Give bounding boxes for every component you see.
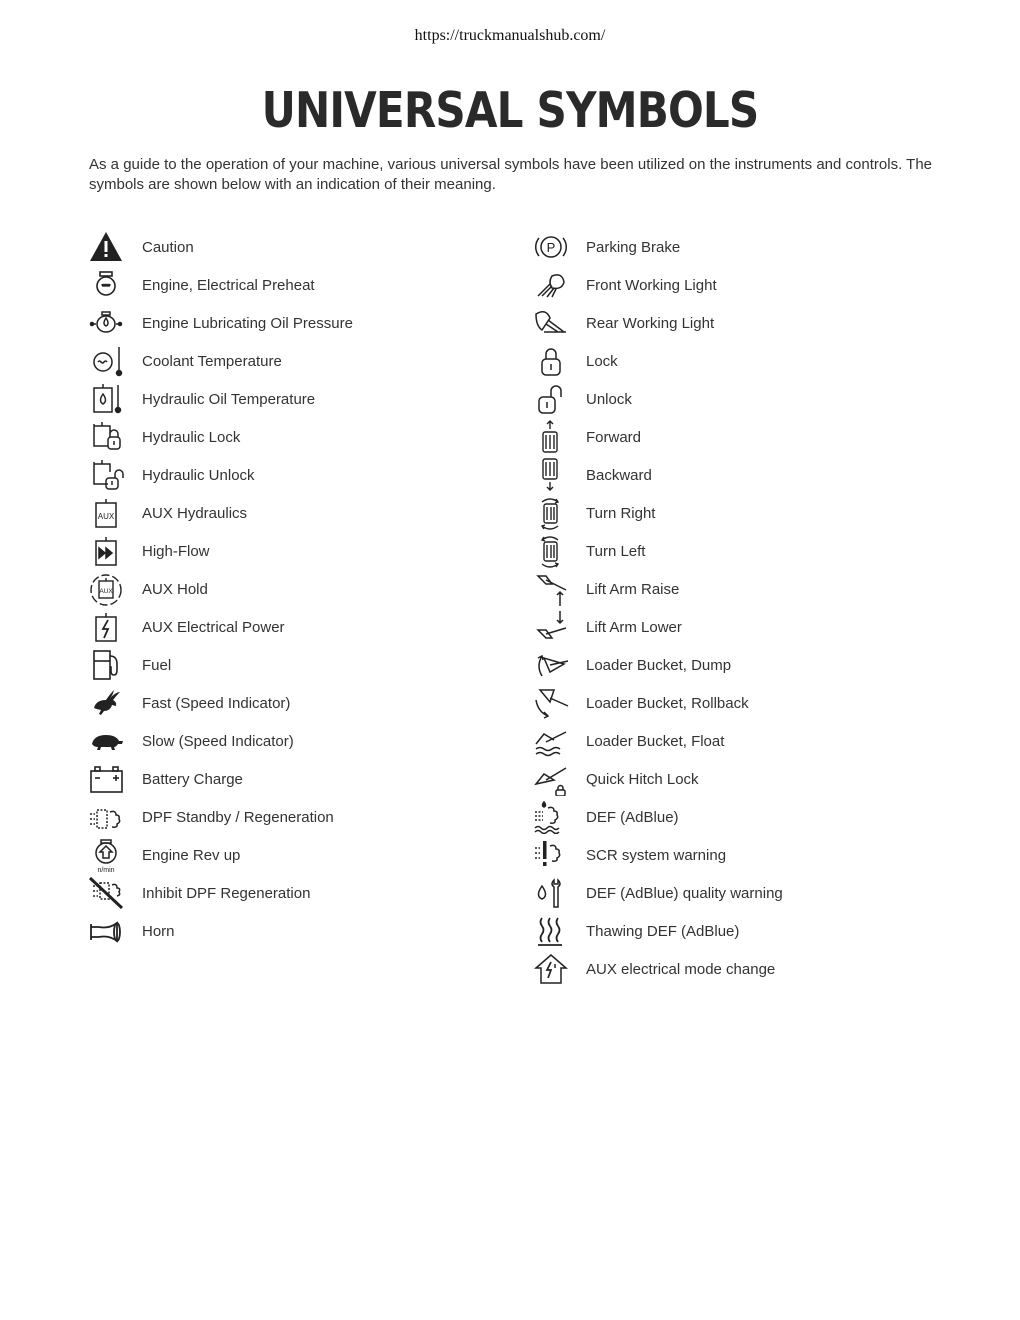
scr-warning-icon — [532, 838, 570, 872]
symbol-label: Slow (Speed Indicator) — [142, 733, 294, 750]
symbol-label: DEF (AdBlue) — [586, 809, 679, 826]
turtle-icon — [88, 724, 126, 758]
symbol-row — [532, 494, 952, 532]
parking-brake-icon — [532, 230, 570, 264]
turn-right-icon — [532, 496, 570, 530]
forward-icon — [532, 420, 570, 454]
symbol-row — [532, 418, 952, 456]
symbol-row — [88, 456, 508, 494]
symbol-label: Coolant Temperature — [142, 353, 282, 370]
symbol-label: Hydraulic Oil Temperature — [142, 391, 316, 408]
symbol-label: Loader Bucket, Dump — [586, 657, 732, 674]
symbol-label: Lock — [586, 353, 618, 370]
symbol-label: Forward — [586, 429, 642, 446]
symbol-row — [88, 342, 508, 380]
symbol-row — [532, 912, 952, 950]
front-working-light-icon — [532, 268, 570, 302]
symbol-row — [88, 798, 508, 836]
symbol-row — [532, 874, 952, 912]
quick-hitch-lock-icon — [532, 762, 570, 796]
inhibit-dpf-icon — [88, 876, 126, 910]
symbol-row — [532, 570, 952, 608]
symbol-row — [532, 456, 952, 494]
symbol-label: Inhibit DPF Regeneration — [142, 885, 311, 902]
symbol-label: Battery Charge — [142, 771, 243, 788]
symbol-label: Loader Bucket, Rollback — [586, 695, 749, 712]
aux-electrical-mode-icon — [532, 952, 570, 986]
unlock-icon — [532, 382, 570, 416]
symbol-label: Fuel — [142, 657, 172, 674]
engine-preheat-icon — [88, 268, 126, 302]
hydraulic-oil-temperature-icon — [88, 382, 126, 416]
symbol-label: Lift Arm Raise — [586, 581, 680, 598]
page-title: UNIVERSAL SYMBOLS — [261, 82, 759, 139]
symbol-row — [532, 380, 952, 418]
source-url[interactable]: https://truckmanualshub.com/ — [414, 27, 606, 44]
symbol-label: AUX Hydraulics — [142, 505, 248, 522]
symbol-row — [532, 228, 952, 266]
symbol-label: Engine Rev up — [142, 847, 241, 864]
hydraulic-lock-icon — [88, 420, 126, 454]
symbol-row — [88, 380, 508, 418]
symbol-row — [88, 608, 508, 646]
symbol-label: Fast (Speed Indicator) — [142, 695, 291, 712]
symbol-label: DEF (AdBlue) quality warning — [586, 885, 783, 902]
symbol-row — [88, 228, 508, 266]
symbol-label: Thawing DEF (AdBlue) — [586, 923, 740, 940]
intro-paragraph: As a guide to the operation of your machine, various universal symbols have been utilized on the instruments and controls. The symbols are shown below with an indication of their meaning. — [89, 156, 932, 193]
symbol-label: DPF Standby / Regeneration — [142, 809, 334, 826]
bucket-float-icon — [532, 724, 570, 758]
symbol-label: Loader Bucket, Float — [586, 733, 725, 750]
symbol-label: Lift Arm Lower — [586, 619, 682, 636]
symbol-row — [88, 418, 508, 456]
symbol-label: Parking Brake — [586, 239, 681, 256]
symbol-label: AUX Electrical Power — [142, 619, 285, 636]
symbol-row — [532, 836, 952, 874]
symbol-label: AUX Hold — [142, 581, 208, 598]
caution-icon — [88, 230, 126, 264]
aux-electrical-power-icon — [88, 610, 126, 644]
symbol-label: Engine, Electrical Preheat — [142, 277, 315, 294]
symbol-row — [532, 950, 952, 988]
lift-arm-lower-icon — [532, 610, 570, 644]
symbol-row — [88, 912, 508, 950]
symbol-label: Quick Hitch Lock — [586, 771, 699, 788]
symbol-label: Rear Working Light — [586, 315, 715, 332]
lock-icon — [532, 344, 570, 378]
battery-icon — [88, 762, 126, 796]
svg-text:AUX: AUX — [99, 588, 113, 595]
lift-arm-raise-icon — [532, 572, 570, 606]
symbol-row — [532, 266, 952, 304]
symbol-row — [532, 722, 952, 760]
symbol-label: Hydraulic Lock — [142, 429, 241, 446]
symbol-label: Turn Left — [586, 543, 646, 560]
symbol-label: Engine Lubricating Oil Pressure — [142, 315, 353, 332]
engine-rev-up-icon — [88, 838, 126, 872]
hydraulic-unlock-icon — [88, 458, 126, 492]
def-adblue-icon — [532, 800, 570, 834]
rear-working-light-icon — [532, 306, 570, 340]
symbol-label: High-Flow — [142, 543, 210, 560]
symbol-label: Horn — [142, 923, 175, 940]
symbol-row — [88, 570, 508, 608]
symbol-row — [532, 304, 952, 342]
aux-hydraulics-icon — [88, 496, 126, 530]
symbol-label: SCR system warning — [586, 847, 727, 864]
bucket-rollback-icon — [532, 686, 570, 720]
symbol-row — [532, 532, 952, 570]
svg-text:AUX: AUX — [97, 512, 115, 521]
symbol-row — [88, 646, 508, 684]
symbol-row — [88, 874, 508, 912]
symbol-row — [88, 532, 508, 570]
symbol-row — [88, 684, 508, 722]
symbol-label: AUX electrical mode change — [586, 961, 776, 978]
bucket-dump-icon — [532, 648, 570, 682]
symbol-row — [88, 266, 508, 304]
symbol-label: Caution — [142, 239, 194, 256]
symbol-label: Turn Right — [586, 505, 656, 522]
rabbit-icon — [88, 686, 126, 720]
symbol-row — [88, 494, 508, 532]
symbol-row — [88, 304, 508, 342]
thawing-def-icon — [532, 914, 570, 948]
oil-pressure-icon — [88, 306, 126, 340]
symbol-row — [532, 646, 952, 684]
turn-left-icon — [532, 534, 570, 568]
horn-icon — [88, 914, 126, 948]
symbol-label: Unlock — [586, 391, 632, 408]
aux-hold-icon — [88, 572, 126, 606]
symbol-row — [88, 760, 508, 798]
fuel-icon — [88, 648, 126, 682]
symbol-label: Backward — [586, 467, 652, 484]
symbol-row — [532, 608, 952, 646]
svg-text:P: P — [546, 240, 556, 255]
symbol-row — [532, 798, 952, 836]
symbol-row — [532, 684, 952, 722]
backward-icon — [532, 458, 570, 492]
dpf-regeneration-icon — [88, 800, 126, 834]
symbol-row — [88, 722, 508, 760]
def-quality-warning-icon — [532, 876, 570, 910]
svg-text:n/min: n/min — [97, 867, 115, 872]
coolant-temperature-icon — [88, 344, 126, 378]
symbol-row — [532, 342, 952, 380]
symbol-label: Hydraulic Unlock — [142, 467, 255, 484]
symbol-row — [88, 836, 508, 874]
symbol-label: Front Working Light — [586, 277, 717, 294]
symbol-row — [532, 760, 952, 798]
high-flow-icon — [88, 534, 126, 568]
